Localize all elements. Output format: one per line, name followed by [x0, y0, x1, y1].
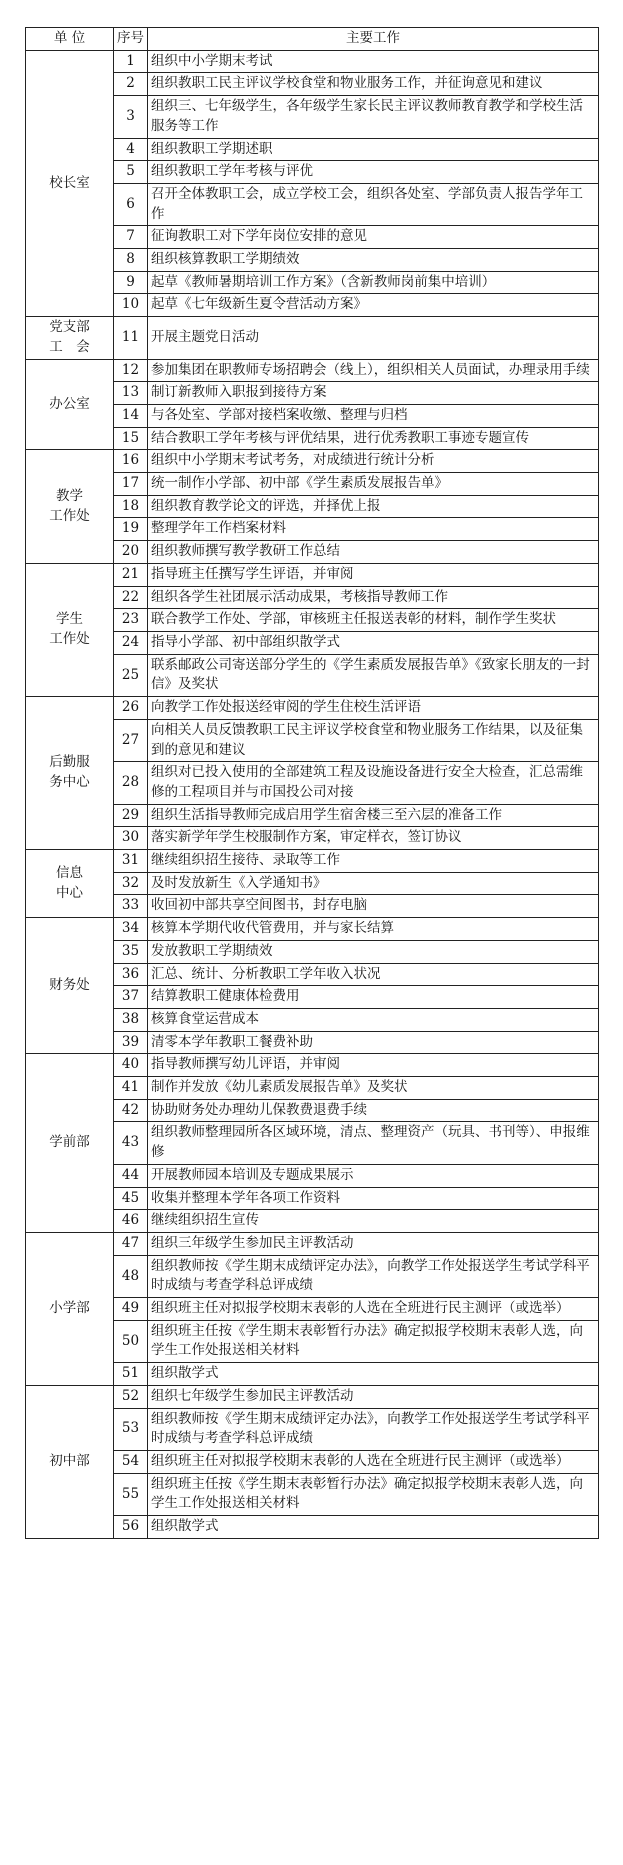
item-work: 核算本学期代收代管费用，并与家长结算: [148, 918, 599, 941]
item-number: 43: [114, 1122, 148, 1164]
item-number: 40: [114, 1054, 148, 1077]
table-row: [26, 450, 599, 473]
item-work: 整理学年工作档案材料: [148, 518, 599, 541]
unit-label: 学生: [56, 611, 83, 628]
item-number: 42: [114, 1099, 148, 1122]
item-number: 30: [114, 827, 148, 850]
item-work: 组织散学式: [148, 1516, 599, 1539]
item-work: 组织教职工学年考核与评优: [148, 161, 599, 184]
unit-label: 务中心: [49, 774, 90, 791]
item-number: 33: [114, 895, 148, 918]
item-number: 55: [114, 1473, 148, 1515]
item-number: 9: [114, 271, 148, 294]
item-number: 54: [114, 1451, 148, 1474]
unit-cell: [26, 850, 114, 918]
item-work: 清零本学年教职工餐费补助: [148, 1031, 599, 1054]
item-work: 组织教育教学论文的评选，并择优上报: [148, 495, 599, 518]
item-work: 继续组织招生接待、录取等工作: [148, 850, 599, 873]
item-number: 15: [114, 427, 148, 450]
item-number: 13: [114, 382, 148, 405]
unit-label: 学前部: [49, 1134, 90, 1151]
unit-cell: [26, 563, 114, 696]
header-num: 序号: [114, 28, 148, 51]
item-work: 开展主题党日活动: [148, 317, 599, 359]
table-body: [26, 50, 599, 1538]
item-work: 征询教职工对下学年岗位安排的意见: [148, 226, 599, 249]
item-work: 组织教师整理园所各区域环境，清点、整理资产（玩具、书刊等）、申报维修: [148, 1122, 599, 1164]
item-number: 1: [114, 50, 148, 73]
item-work: 统一制作小学部、初中部《学生素质发展报告单》: [148, 473, 599, 496]
unit-label: 校长室: [49, 174, 90, 191]
unit-label: 教学: [56, 487, 83, 504]
item-number: 35: [114, 940, 148, 963]
item-number: 5: [114, 161, 148, 184]
item-number: 24: [114, 631, 148, 654]
item-work: 组织班主任对拟报学校期末表彰的人选在全班进行民主测评（或选举）: [148, 1451, 599, 1474]
unit-label: 工 会: [49, 338, 90, 355]
table-row: [26, 918, 599, 941]
item-work: 组织中小学期末考试: [148, 50, 599, 73]
item-work: 指导小学部、初中部组织散学式: [148, 631, 599, 654]
item-work: 联合教学工作处、学部，审核班主任报送表彰的材料，制作学生奖状: [148, 609, 599, 632]
item-work: 发放教职工学期绩效: [148, 940, 599, 963]
item-work: 向相关人员反馈教职工民主评议学校食堂和物业服务工作结果，以及征集到的意见和建议: [148, 719, 599, 761]
item-number: 18: [114, 495, 148, 518]
item-work: 组织七年级学生参加民主评教活动: [148, 1385, 599, 1408]
item-work: 组织三、七年级学生，各年级学生家长民主评议教师教育教学和学校生活服务等工作: [148, 96, 599, 138]
item-work: 组织教职工学期述职: [148, 138, 599, 161]
item-work: 结算教职工健康体检费用: [148, 986, 599, 1009]
unit-label: 信息: [56, 864, 83, 881]
unit-cell: [26, 918, 114, 1054]
item-work: 指导教师撰写幼儿评语，并审阅: [148, 1054, 599, 1077]
item-work: 组织班主任按《学生期末表彰暂行办法》确定拟报学校期末表彰人选，向学生工作处报送相关材料: [148, 1473, 599, 1515]
item-number: 34: [114, 918, 148, 941]
table-row: [26, 563, 599, 586]
unit-label: 中心: [56, 884, 83, 901]
table-header-row: [26, 28, 599, 51]
item-work: 组织教师按《学生期末成绩评定办法》，向教学工作处报送学生考试学科平时成绩与考查学科总评成绩: [148, 1408, 599, 1450]
item-work: 结合教职工学年考核与评优结果，进行优秀教职工事迹专题宣传: [148, 427, 599, 450]
item-number: 6: [114, 183, 148, 225]
unit-label: 党支部: [49, 319, 90, 336]
item-number: 49: [114, 1298, 148, 1321]
item-number: 47: [114, 1232, 148, 1255]
item-number: 52: [114, 1385, 148, 1408]
table-row: [26, 850, 599, 873]
table-row: [26, 50, 599, 73]
item-work: 协助财务处办理幼儿保教费退费手续: [148, 1099, 599, 1122]
item-work: 向教学工作处报送经审阅的学生住校生活评语: [148, 697, 599, 720]
item-work: 落实新学年学生校服制作方案，审定样衣，签订协议: [148, 827, 599, 850]
item-number: 4: [114, 138, 148, 161]
item-work: 组织核算教职工学期绩效: [148, 249, 599, 272]
item-work: 指导班主任撰写学生评语，并审阅: [148, 563, 599, 586]
unit-cell: [26, 1232, 114, 1385]
work-plan-table: [25, 27, 599, 1539]
item-work: 组织教师撰写教学教研工作总结: [148, 541, 599, 564]
unit-label: 工作处: [49, 507, 90, 524]
item-number: 48: [114, 1255, 148, 1297]
item-work: 组织中小学期末考试考务，对成绩进行统计分析: [148, 450, 599, 473]
item-work: 及时发放新生《入学通知书》: [148, 872, 599, 895]
item-number: 23: [114, 609, 148, 632]
item-work: 起草《七年级新生夏令营活动方案》: [148, 294, 599, 317]
item-number: 25: [114, 654, 148, 696]
unit-cell: [26, 317, 114, 359]
unit-cell: [26, 359, 114, 450]
item-number: 14: [114, 404, 148, 427]
item-work: 联系邮政公司寄送部分学生的《学生素质发展报告单》《致家长朋友的一封信》及奖状: [148, 654, 599, 696]
item-work: 制作并发放《幼儿素质发展报告单》及奖状: [148, 1077, 599, 1100]
item-work: 组织班主任对拟报学校期末表彰的人选在全班进行民主测评（或选举）: [148, 1298, 599, 1321]
table-row: [26, 359, 599, 382]
item-number: 29: [114, 804, 148, 827]
item-work: 组织教职工民主评议学校食堂和物业服务工作，并征询意见和建议: [148, 73, 599, 96]
item-work: 制订新教师入职报到接待方案: [148, 382, 599, 405]
item-number: 20: [114, 541, 148, 564]
unit-label: 初中部: [49, 1453, 90, 1469]
item-number: 26: [114, 697, 148, 720]
unit-label: 工作处: [49, 630, 90, 647]
item-number: 2: [114, 73, 148, 96]
item-work: 继续组织招生宣传: [148, 1210, 599, 1233]
item-work: 收集并整理本学年各项工作资料: [148, 1187, 599, 1210]
unit-cell: [26, 697, 114, 850]
item-number: 51: [114, 1363, 148, 1386]
item-number: 3: [114, 96, 148, 138]
item-number: 53: [114, 1408, 148, 1450]
unit-label: 小学部: [49, 1300, 90, 1317]
item-work: 起草《教师暑期培训工作方案》（含新教师岗前集中培训）: [148, 271, 599, 294]
item-number: 46: [114, 1210, 148, 1233]
unit-label: 财务处: [49, 976, 90, 993]
unit-cell: [26, 450, 114, 564]
item-work: 与各处室、学部对接档案收缴、整理与归档: [148, 404, 599, 427]
item-work: 收回初中部共享空间图书，封存电脑: [148, 895, 599, 918]
item-number: 12: [114, 359, 148, 382]
item-work: 核算食堂运营成本: [148, 1008, 599, 1031]
table-row: [26, 1232, 599, 1255]
item-number: 28: [114, 762, 148, 804]
table-row: [26, 1385, 599, 1408]
item-work: 汇总、统计、分析教职工学年收入状况: [148, 963, 599, 986]
item-number: 56: [114, 1516, 148, 1539]
item-number: 11: [114, 317, 148, 359]
item-number: 39: [114, 1031, 148, 1054]
item-number: 16: [114, 450, 148, 473]
header-unit: 单 位: [26, 28, 114, 51]
item-work: 组织各学生社团展示活动成果，考核指导教师工作: [148, 586, 599, 609]
table-row: [26, 697, 599, 720]
item-number: 36: [114, 963, 148, 986]
item-number: 17: [114, 473, 148, 496]
item-number: 44: [114, 1164, 148, 1187]
item-work: 组织三年级学生参加民主评教活动: [148, 1232, 599, 1255]
item-number: 21: [114, 563, 148, 586]
item-work: 开展教师园本培训及专题成果展示: [148, 1164, 599, 1187]
item-work: 组织生活指导教师完成启用学生宿舍楼三至六层的准备工作: [148, 804, 599, 827]
item-number: 10: [114, 294, 148, 317]
item-work: 组织散学式: [148, 1363, 599, 1386]
item-number: 32: [114, 872, 148, 895]
unit-cell: [26, 1385, 114, 1538]
item-number: 27: [114, 719, 148, 761]
item-work: 组织教师按《学生期末成绩评定办法》，向教学工作处报送学生考试学科平时成绩与考查学科总评成绩: [148, 1255, 599, 1297]
table-row: [26, 317, 599, 359]
item-number: 31: [114, 850, 148, 873]
item-work: 组织对已投入使用的全部建筑工程及设施设备进行安全大检查，汇总需维修的工程项目并与市国投公司对接: [148, 762, 599, 804]
item-number: 45: [114, 1187, 148, 1210]
item-number: 37: [114, 986, 148, 1009]
item-work: 召开全体教职工会，成立学校工会，组织各处室、学部负责人报告学年工作: [148, 183, 599, 225]
item-number: 22: [114, 586, 148, 609]
unit-cell: [26, 1054, 114, 1233]
item-number: 38: [114, 1008, 148, 1031]
unit-label: 办公室: [49, 395, 90, 412]
table-row: [26, 1054, 599, 1077]
item-number: 41: [114, 1077, 148, 1100]
item-number: 50: [114, 1320, 148, 1362]
item-work: 参加集团在职教师专场招聘会（线上），组织相关人员面试，办理录用手续: [148, 359, 599, 382]
unit-cell: [26, 50, 114, 316]
item-number: 7: [114, 226, 148, 249]
item-number: 8: [114, 249, 148, 272]
unit-label: 后勤服: [49, 754, 90, 771]
item-work: 组织班主任按《学生期末表彰暂行办法》确定拟报学校期末表彰人选，向学生工作处报送相关材料: [148, 1320, 599, 1362]
header-work: 主要工作: [148, 28, 599, 51]
item-number: 19: [114, 518, 148, 541]
